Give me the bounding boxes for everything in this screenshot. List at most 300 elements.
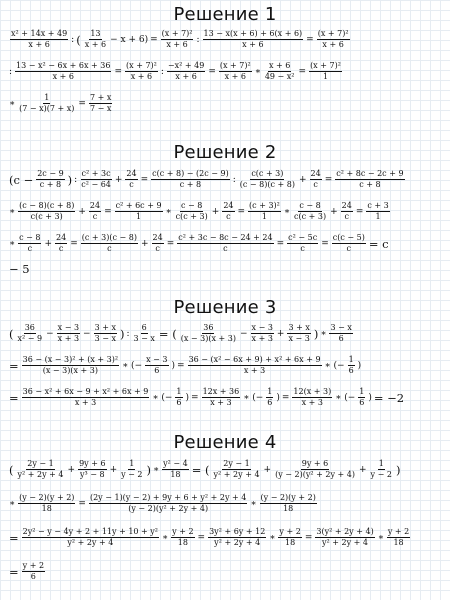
operator: −: [239, 328, 248, 339]
denominator: x + 6: [28, 40, 50, 50]
numerator: 3 + x: [287, 324, 310, 334]
denominator: c: [346, 244, 352, 254]
numerator: 9y + 6: [78, 460, 107, 470]
denominator: (x − 3)(x + 3): [180, 334, 236, 344]
equals-sign: =: [150, 34, 158, 45]
denominator: x + 6: [322, 40, 344, 50]
denominator: 3 − x: [94, 334, 116, 344]
paren: ): [67, 172, 73, 187]
denominator: x + 6: [175, 72, 197, 82]
fraction: [22, 356, 119, 376]
paren: ): [119, 326, 125, 341]
fraction: [219, 62, 252, 82]
denominator: x + 6: [166, 40, 188, 50]
fraction: [332, 234, 366, 254]
equals-sign: =: [355, 206, 364, 217]
numerator: 3(y² + 2y + 4): [315, 528, 374, 538]
denominator: y² + 2y + 4: [17, 470, 64, 480]
denominator: x + 6: [84, 40, 107, 50]
denominator: c: [300, 244, 305, 254]
numerator: c² + 3c: [81, 170, 112, 180]
operator: +: [67, 464, 76, 475]
operator: ∗: [153, 464, 160, 475]
solution-4-line-2: [8, 494, 319, 514]
operator: ∗: [250, 498, 257, 509]
operator: :: [196, 34, 200, 45]
equals-sign: =: [237, 206, 246, 217]
section-heading-3: Решение 3: [173, 297, 277, 318]
denominator: c + 8: [179, 180, 202, 190]
denominator: c: [92, 212, 98, 222]
equals-sign: =: [9, 358, 19, 373]
denominator: y² + 2y + 4: [214, 538, 261, 548]
solution-1-line-1: [8, 30, 352, 50]
equals-sign: =: [208, 66, 216, 77]
fraction: [203, 30, 304, 50]
denominator: x + 3: [243, 366, 266, 376]
operator: +: [276, 328, 285, 339]
paren: ): [171, 360, 176, 371]
operator: +: [44, 238, 53, 249]
solution-4-line-4: [8, 562, 47, 582]
fraction: [239, 170, 296, 190]
fraction: [22, 388, 150, 408]
result-text: = −2: [373, 390, 405, 405]
equals-sign: =: [306, 34, 314, 45]
denominator: 6: [154, 366, 160, 376]
operator: +: [78, 206, 86, 217]
operator: ∗: [377, 532, 384, 543]
equals-sign: =: [104, 206, 112, 217]
numerator: 36: [202, 324, 214, 334]
denominator: c: [129, 180, 134, 190]
denominator: 49 − x²: [264, 72, 295, 82]
numerator: (x + 7)²: [161, 30, 194, 40]
numerator: (c + 3)²: [248, 202, 281, 212]
paren: ): [368, 392, 372, 403]
denominator: c: [107, 244, 112, 254]
numerator: 12x + 36: [202, 388, 241, 398]
denominator: (y − 2)(y² + 2y + 4): [128, 504, 209, 514]
numerator: 3 − x: [329, 324, 352, 334]
operator: ∗ (−: [152, 392, 173, 403]
fraction: [94, 324, 117, 344]
numerator: c(c + 3): [250, 170, 284, 180]
denominator: c: [58, 244, 64, 254]
operator: ∗: [9, 498, 16, 509]
denominator: y − 2: [370, 470, 392, 480]
denominator: y − 2: [121, 470, 143, 480]
numerator: c(c − 5): [332, 234, 366, 244]
numerator: 6: [141, 324, 148, 334]
fraction: [17, 324, 44, 344]
denominator: (c − 8)(c + 8): [239, 180, 295, 190]
denominator: (y − 2)(y² + 2y + 4): [275, 470, 355, 480]
operator: ∗: [9, 238, 16, 249]
fraction: [89, 94, 112, 114]
operator: ∗: [9, 98, 16, 109]
fraction: [366, 202, 389, 222]
fraction: [208, 528, 266, 548]
equals-sign: =: [9, 530, 19, 545]
denominator: c: [27, 244, 33, 254]
denominator: x + 3: [251, 334, 273, 344]
operator: :: [232, 174, 236, 185]
equals-sign: =: [9, 564, 19, 579]
fraction: [115, 202, 163, 222]
fraction: [274, 460, 356, 480]
numerator: 24: [310, 170, 322, 180]
numerator: (c − 8)(c + 8): [18, 202, 75, 212]
denominator: c: [155, 244, 160, 254]
numerator: (2y − 1)(y − 2) + 9y + 6 + y² + 2y + 4: [89, 494, 247, 504]
operator: +: [109, 464, 118, 475]
equals-sign: =: [276, 238, 285, 249]
solution-4-line-1: [8, 460, 401, 480]
operator: :: [9, 66, 13, 77]
equals-sign: =: [9, 390, 19, 405]
fraction: [175, 202, 209, 222]
fraction: [317, 30, 350, 50]
numerator: x + 6: [268, 62, 291, 72]
fraction: [22, 528, 159, 548]
fraction: [358, 388, 365, 408]
denominator: c(c + 3): [293, 212, 327, 222]
numerator: 36 − (x − 3)² + (x + 3)²: [22, 356, 119, 366]
fraction: [287, 324, 310, 344]
fraction: [202, 388, 241, 408]
denominator: x + 6: [224, 72, 246, 82]
fraction: [315, 528, 374, 548]
paren: (: [9, 326, 14, 341]
operator: +: [140, 238, 149, 249]
numerator: 3 + x: [94, 324, 117, 334]
operator: ∗: [283, 206, 290, 217]
fraction: [81, 234, 138, 254]
denominator: 18: [393, 538, 404, 548]
equals-sign: =: [324, 174, 333, 185]
paren: ): [313, 326, 319, 341]
fraction: [222, 202, 234, 222]
paren: (: [9, 462, 14, 477]
fraction: [177, 234, 273, 254]
operator: +: [358, 464, 367, 475]
operator: +: [211, 206, 220, 217]
numerator: −x² + 49: [167, 62, 205, 72]
equals-sign: =: [304, 532, 313, 543]
numerator: y + 2: [387, 528, 410, 538]
denominator: c(c + 3): [30, 212, 63, 222]
denominator: 1: [375, 212, 381, 222]
numerator: c − 8: [18, 234, 41, 244]
section-heading-1: Решение 1: [173, 4, 277, 25]
numerator: c² + 3c − 8c − 24 + 24: [177, 234, 273, 244]
equals-sign: =: [321, 238, 329, 249]
expression-text: (c −: [9, 172, 34, 187]
operator: :: [71, 34, 75, 45]
fraction: [89, 202, 101, 222]
paren: ): [146, 462, 152, 477]
numerator: 24: [125, 170, 137, 180]
section-heading-2: Решение 2: [173, 142, 277, 163]
fraction: [188, 356, 322, 376]
paren: ): [395, 462, 401, 477]
numerator: 2y² − y − 4y + 2 + 11y + 10 + y²: [22, 528, 159, 538]
fraction: [348, 356, 355, 376]
denominator: (x − 3)(x + 3): [42, 366, 98, 376]
numerator: 3y² + 6y + 12: [208, 528, 266, 538]
fraction: [17, 460, 65, 480]
fraction: [120, 460, 143, 480]
denominator: y² + 2y + 4: [213, 470, 260, 480]
numerator: 1: [378, 460, 385, 470]
fraction: [260, 494, 317, 514]
denominator: c + 8: [39, 180, 62, 190]
operator: +: [330, 206, 338, 217]
denominator: 18: [170, 470, 181, 480]
fraction: [161, 30, 194, 50]
paren: (: [76, 32, 81, 47]
numerator: 36 − x² + 6x − 9 + x² + 6x + 9: [22, 388, 150, 398]
equals-sign: =: [191, 392, 199, 403]
numerator: (y − 2)(y + 2): [260, 494, 317, 504]
fraction: [292, 388, 332, 408]
denominator: x + 6: [130, 72, 153, 82]
result-text: − 5: [9, 262, 30, 276]
fraction: [266, 388, 273, 408]
operator: −: [83, 328, 91, 339]
fraction: [151, 170, 230, 190]
numerator: x² + 14x + 49: [10, 30, 68, 40]
numerator: 2y − 1: [26, 460, 55, 470]
fraction: [152, 234, 164, 254]
paren: ): [357, 360, 362, 371]
operator: +: [298, 174, 307, 185]
equals-sign: =: [166, 238, 175, 249]
denominator: 18: [177, 538, 188, 548]
fraction: [213, 460, 261, 480]
denominator: x + 6: [242, 40, 264, 50]
fraction: [36, 170, 64, 190]
fraction: [335, 170, 404, 190]
denominator: c: [226, 212, 231, 222]
operator: +: [114, 174, 123, 185]
operator: ∗: [254, 66, 261, 77]
equals-sign: =: [177, 360, 185, 371]
numerator: x − 3: [251, 324, 274, 334]
denominator: c: [313, 180, 318, 190]
numerator: c(c + 8) − (2c − 9): [151, 170, 230, 180]
numerator: 24: [89, 202, 101, 212]
fraction: [10, 30, 68, 50]
numerator: 1: [128, 460, 135, 470]
fraction: [84, 30, 107, 50]
fraction: [145, 356, 168, 376]
numerator: 13 − x(x + 6) + 6(x + 6): [203, 30, 304, 40]
fraction: [248, 202, 281, 222]
fraction: [15, 62, 111, 82]
numerator: 12(x + 3): [292, 388, 332, 398]
denominator: x + 6: [52, 72, 74, 82]
denominator: 3 − x: [133, 334, 155, 344]
numerator: 36: [24, 324, 36, 334]
denominator: c² − 64: [81, 180, 111, 190]
numerator: 24: [152, 234, 164, 244]
operator: :: [160, 66, 164, 77]
denominator: x − 3: [288, 334, 310, 344]
solution-1-line-2: [8, 62, 344, 82]
numerator: 1: [175, 388, 182, 398]
fraction: [18, 234, 41, 254]
equals-sign: =: [197, 532, 206, 543]
numerator: y² − 4: [162, 460, 189, 470]
fraction: [310, 170, 322, 190]
fraction: [55, 234, 67, 254]
fraction: [287, 234, 318, 254]
denominator: 6: [30, 572, 36, 582]
solution-3-line-1: [8, 324, 355, 344]
numerator: c − 8: [298, 202, 321, 212]
denominator: c: [223, 244, 228, 254]
fraction: [162, 460, 189, 480]
operator: :: [126, 328, 130, 339]
fraction: [309, 62, 342, 82]
fraction: [175, 388, 182, 408]
denominator: x + 3: [74, 398, 97, 408]
numerator: 1: [266, 388, 273, 398]
denominator: 1: [322, 72, 329, 82]
equals-sign: =: [298, 66, 307, 77]
fraction: [57, 324, 80, 344]
equals-sign: =: [114, 66, 123, 77]
expression-text: − x + 6): [110, 34, 149, 45]
operator: ∗: [9, 206, 16, 217]
fraction: [133, 324, 156, 344]
numerator: c − 8: [180, 202, 203, 212]
numerator: 24: [222, 202, 234, 212]
paren: ): [185, 392, 190, 403]
numerator: 13: [89, 30, 101, 40]
denominator: 1: [136, 212, 142, 222]
fraction: [18, 494, 75, 514]
fraction: [78, 460, 107, 480]
numerator: 7 + x: [89, 94, 112, 104]
numerator: 36 − (x² − 6x + 9) + x² + 6x + 9: [188, 356, 322, 366]
denominator: 6: [359, 398, 365, 408]
denominator: 18: [285, 538, 296, 548]
numerator: y + 2: [278, 528, 301, 538]
numerator: c² + 8c − 2c + 9: [335, 170, 404, 180]
solution-2-line-1: [8, 170, 407, 190]
fraction: [89, 494, 247, 514]
solution-3-line-2: [8, 356, 362, 376]
numerator: y + 2: [171, 528, 194, 538]
numerator: 2c − 9: [36, 170, 64, 180]
denominator: 18: [41, 504, 52, 514]
numerator: 13 − x² − 6x + 6x + 36: [15, 62, 111, 72]
numerator: (x + 7)²: [317, 30, 350, 40]
denominator: x + 3: [210, 398, 232, 408]
denominator: 6: [338, 334, 344, 344]
operator: ∗ (−: [335, 392, 356, 403]
solution-3-line-3: [8, 388, 405, 408]
numerator: (x + 7)²: [219, 62, 252, 72]
denominator: y² + 2y + 4: [67, 538, 114, 548]
equals-sign: =: [70, 238, 78, 249]
numerator: y + 2: [22, 562, 45, 572]
numerator: x − 3: [145, 356, 168, 366]
fraction: [278, 528, 301, 548]
denominator: x + 3: [57, 334, 80, 344]
numerator: x − 3: [57, 324, 80, 334]
numerator: 2y − 1: [222, 460, 251, 470]
denominator: 6: [348, 366, 354, 376]
denominator: x² − 9: [17, 334, 43, 344]
fraction: [387, 528, 410, 548]
fraction: [251, 324, 274, 344]
equals-sign: =: [281, 392, 290, 403]
numerator: 24: [341, 202, 353, 212]
numerator: c² − 5c: [287, 234, 318, 244]
denominator: 18: [283, 504, 294, 514]
numerator: 9y + 6: [301, 460, 330, 470]
denominator: c(c + 3): [175, 212, 208, 222]
solution-1-line-3: [8, 94, 114, 114]
fraction: [329, 324, 352, 344]
operator: ∗: [269, 532, 276, 543]
numerator: (y − 2)(y + 2): [18, 494, 75, 504]
equals-sign: = (: [191, 462, 210, 477]
fraction: [171, 528, 194, 548]
fraction: [80, 170, 112, 190]
fraction: [18, 202, 75, 222]
operator: ∗ (−: [122, 360, 143, 371]
fraction: [180, 324, 237, 344]
solution-2-line-3: [8, 234, 390, 254]
denominator: c + 8: [359, 180, 381, 190]
fraction: [167, 62, 205, 82]
equals-sign: =: [78, 498, 86, 509]
denominator: y³ − 8: [80, 470, 105, 480]
denominator: (7 − x)(7 + x): [19, 104, 75, 114]
result-text: = c: [368, 236, 389, 251]
operator: +: [263, 464, 272, 475]
denominator: c: [344, 212, 349, 222]
fraction: [370, 460, 393, 480]
numerator: 1: [348, 356, 355, 366]
operator: −: [46, 328, 54, 339]
numerator: c + 3: [366, 202, 389, 212]
operator: ∗ (−: [243, 392, 264, 403]
operator: ∗ (−: [324, 360, 345, 371]
fraction: [125, 62, 158, 82]
fraction: [341, 202, 353, 222]
denominator: 7 − x: [89, 104, 112, 114]
fraction: [264, 62, 296, 82]
solution-2-line-4: [8, 262, 31, 276]
numerator: 1: [43, 94, 50, 104]
solution-2-line-2: [8, 202, 392, 222]
operator: ∗: [320, 328, 327, 339]
numerator: (x + 7)²: [309, 62, 342, 72]
numerator: 1: [358, 388, 365, 398]
numerator: (c + 3)(c − 8): [81, 234, 138, 244]
paren: ): [276, 392, 280, 403]
operator: ∗: [165, 206, 172, 217]
fraction: [22, 562, 45, 582]
denominator: y² + 2y + 4: [322, 538, 369, 548]
fraction: [18, 94, 75, 114]
